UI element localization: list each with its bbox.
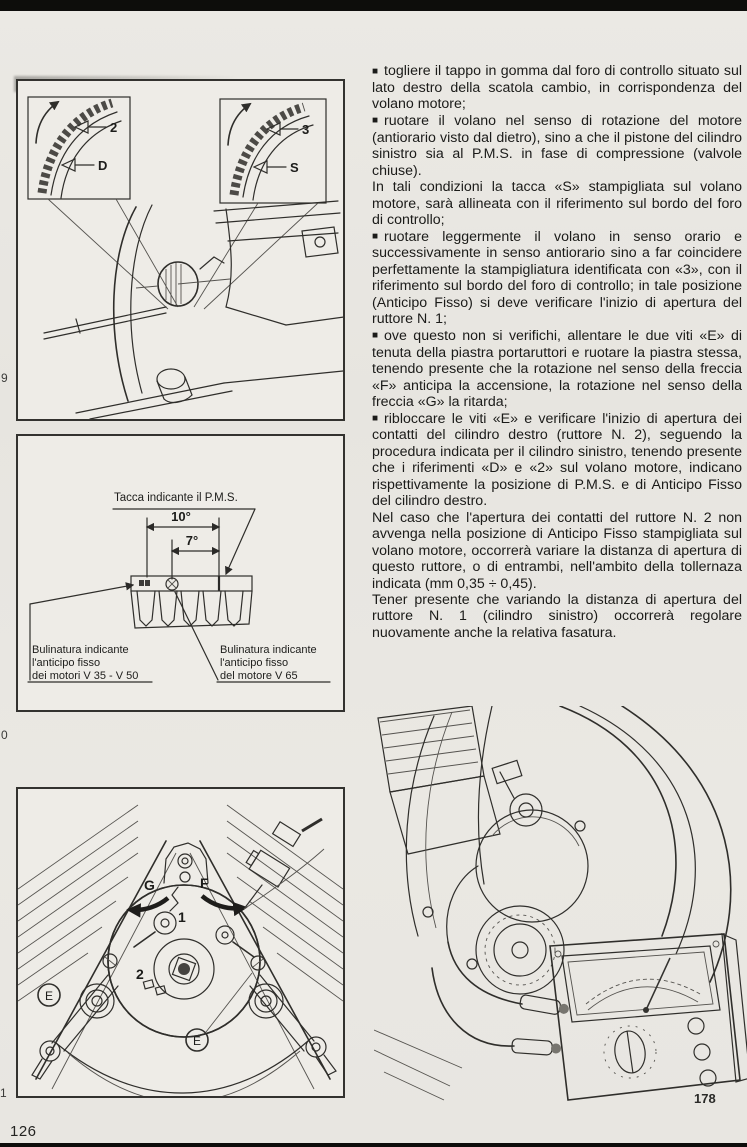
- paragraph: [372, 63, 742, 113]
- test-probes: [432, 866, 570, 1056]
- inset-left-flywheel: [28, 97, 130, 199]
- paragraph: [372, 592, 742, 641]
- gearbox-case-drawing: [44, 201, 343, 419]
- paragraph-text: Nel caso che l'apertura dei contatti del ruttore N. 2 non avvenga nella posizione di Anticipo Fisso stampigliata sul volano motore, occorrerà variare la distanza di apertura di questo ruttore, o di entrambi, nell'ambito della tollernaza indicata (mm 0,35 ÷ 0,45).: [372, 509, 742, 592]
- screw-callout-left: [38, 984, 60, 1006]
- multimeter: [550, 934, 747, 1100]
- mark-d-label: D: [98, 158, 108, 173]
- photo-number: 178: [694, 1091, 716, 1106]
- scan-edge-bottom: [0, 1143, 747, 1147]
- punch-mark-v65: [166, 578, 178, 590]
- mark-s-label: S: [290, 160, 299, 175]
- label-anticipo-v35-v50: [32, 644, 138, 683]
- figure-flywheel-marks: [16, 79, 345, 421]
- mark-2-label: 2: [110, 120, 118, 135]
- left-cylinder-fins: [18, 805, 138, 1001]
- figure-points-plate: [16, 787, 345, 1098]
- label-breaker-1: 1: [178, 909, 186, 925]
- paragraph-text: ribloccare le viti «E» e verificare l'inizio di apertura dei contatti del cilindro destro (ruttore N. 2), seguendo la procedura indicata per il cilindro sinistro, tenendo presente che i riferimenti «D» e «2» sul volano motore, indicano rispettivamente la posizione di P.M.S. e di Anticipo Fisso del cilindro destro.: [372, 410, 742, 510]
- inspection-hole: [136, 262, 230, 306]
- figure-timing-marks: [16, 434, 345, 712]
- paragraph-text: ruotare il volano nel senso di rotazione del motore (antiorario visto dal dietro), sino a che il pistone del cilindro sinistro sia al P.M.S. in fase di compressione (valvole chiuse).: [372, 112, 742, 179]
- paragraph-text: togliere il tappo in gomma dal foro di controllo situato sul lato destro della scatola cambio, in corrispondenza del volano motore;: [372, 63, 742, 113]
- label-line: l'anticipo fisso: [32, 657, 101, 669]
- exhaust-pipes: [560, 706, 731, 982]
- paragraph: [372, 328, 742, 411]
- right-cylinder-fins: [227, 805, 343, 1001]
- rotary-selector: [612, 1029, 648, 1075]
- bullet-icon: ■: [372, 413, 379, 425]
- label-line: del motore V 65: [220, 670, 298, 682]
- mark-3-label: 3: [302, 122, 310, 137]
- paragraph: [372, 229, 742, 328]
- points-plate-illustration: [18, 789, 343, 1096]
- meter-knob: [694, 1044, 710, 1060]
- rotation-arrow-icon: [228, 104, 250, 145]
- screw-callout-bottom: [186, 973, 252, 1051]
- meter-knob: [688, 1018, 704, 1034]
- label-line: Bulinatura indicante: [220, 644, 317, 656]
- outer-angle-label: 10°: [171, 509, 191, 524]
- wire: [56, 1041, 308, 1093]
- meter-needle: [646, 958, 670, 1010]
- timing-cover: [423, 760, 588, 994]
- flywheel-inspection-illustration: [18, 81, 343, 419]
- label-anticipo-v65: [220, 644, 317, 683]
- rotation-arrow-icon: [36, 102, 58, 143]
- margin-figure-ref: 0: [1, 728, 8, 742]
- paragraph-text: ove questo non si verifichi, allentare le due viti «E» di tenuta della piastra portaruttori e ruotare la piastra stessa, tenendo presente che la rotazione nel senso della freccia «F» anticipa la accensione, la rotazione nel senso della freccia «G» la ritarda;: [372, 327, 742, 411]
- flywheel-teeth: [131, 591, 252, 628]
- paragraph-text: In tali condizioni la tacca «S» stampigliata sul volano motore, sarà allineata con il riferimento sul bordo del foro di controllo;: [372, 179, 742, 229]
- paragraph-text: ruotare leggermente il volano in senso orario e successivamente in senso antiorario sino a far coincidere perfettamente la stampigliatura identificata con «3», con il riferimento sul bordo del foro di controllo; in tale posizione (Anticipo Fisso) si deve verificare l'inizio di apertura del ruttore N. 1;: [372, 228, 742, 328]
- advance-arrow-icon: [202, 896, 242, 908]
- engine-tester-illustration: [374, 706, 747, 1106]
- margin-figure-ref: 1: [0, 1086, 7, 1100]
- label-line: Bulinatura indicante: [32, 644, 129, 656]
- paragraph: [372, 179, 742, 228]
- inner-angle-label: 7°: [185, 533, 199, 548]
- label-e-bottom: E: [192, 1034, 202, 1048]
- paragraph: [372, 113, 742, 179]
- paragraph: [372, 510, 742, 592]
- punch-mark-v35-v50: [139, 580, 150, 586]
- condenser: [244, 819, 322, 909]
- paragraph-text: Tener presente che variando la distanza di apertura del ruttore N. 1 (cilindro sinistro) occorrerà regolare nuovamente anche la relativa fasatura.: [372, 592, 742, 641]
- retard-arrow-icon: [132, 898, 168, 910]
- right-boss: [249, 984, 283, 1018]
- bullet-icon: ■: [372, 231, 379, 243]
- engine-block: [378, 706, 500, 936]
- label-breaker-2: 2: [136, 966, 144, 982]
- bullet-icon: ■: [372, 330, 379, 342]
- label-e-left: E: [44, 989, 54, 1003]
- label-line: dei motori V 35 - V 50: [32, 670, 139, 682]
- margin-figure-ref: 9: [1, 371, 8, 385]
- bullet-icon: ■: [372, 65, 379, 77]
- page-number: 126: [10, 1123, 37, 1140]
- article-text: [372, 63, 742, 641]
- label-g: G: [144, 877, 155, 893]
- label-line: l'anticipo fisso: [220, 657, 289, 669]
- scan-edge-top: [0, 0, 747, 11]
- label-f: F: [200, 875, 209, 891]
- timing-diagram-title: Tacca indicante il P.M.S.: [114, 492, 238, 504]
- paragraph: [372, 411, 742, 510]
- bullet-icon: ■: [372, 115, 379, 127]
- inset-right-flywheel: [220, 99, 326, 203]
